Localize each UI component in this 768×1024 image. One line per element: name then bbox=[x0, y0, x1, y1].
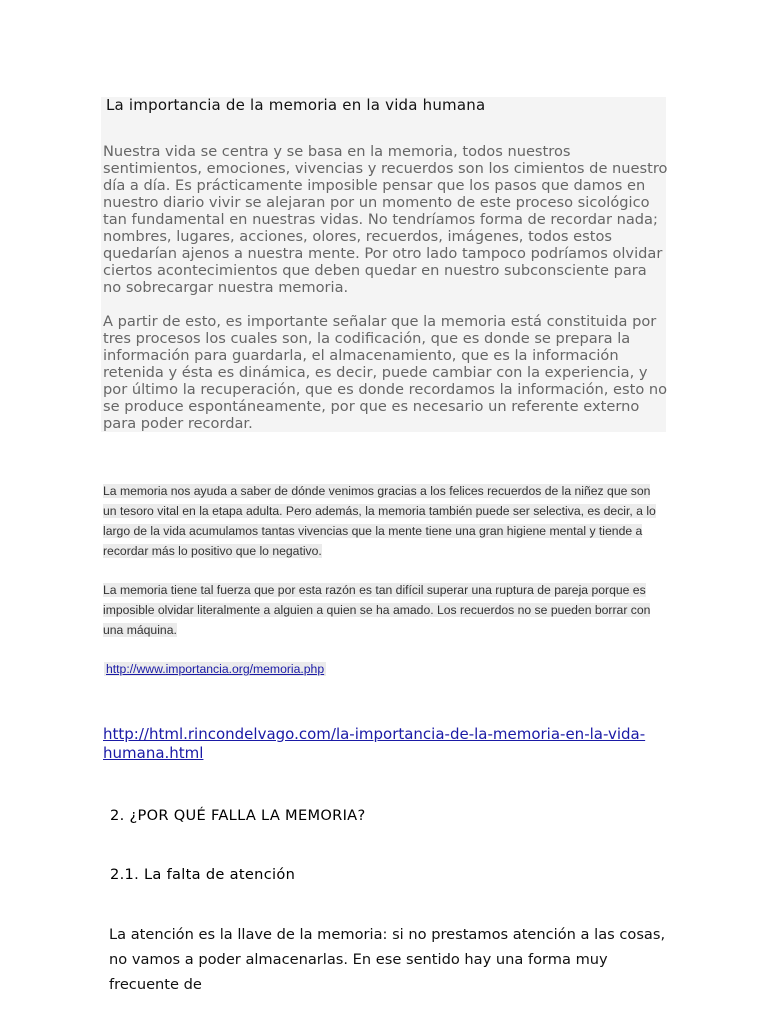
highlighted-paragraph-1 bbox=[103, 481, 663, 561]
section-paragraph-1: Nuestra vida se centra y se basa en la memoria, todos nuestros sentimientos, emociones, vivencias y recuerdos son los cimientos de nuestro día a día. Es prácticamente imposible pensar que los pasos que damos en nuestro diario vivir se alejaran por un momento de este proceso sicológico tan fundamental en nuestras vidas. No tendríamos forma de recordar nada; nombres, lugares, acciones, olores, recuerdos, imágenes, todos estos quedarían ajenos a nuestra mente. Por otro lado tampoco podríamos olvidar ciertos acontecimientos que deben quedar en nuestro subconsciente para no sobrecargar nuestra memoria. bbox=[103, 143, 668, 296]
source-link[interactable]: http://html.rincondelvago.com/la-importancia-de-la-memoria-en-la-vida-humana.html bbox=[103, 725, 646, 762]
section-title: La importancia de la memoria en la vida humana bbox=[106, 96, 486, 114]
heading-lack-of-attention: 2.1. La falta de atención bbox=[110, 866, 296, 883]
highlighted-text: La memoria nos ayuda a saber de dónde venimos gracias a los felices recuerdos de la niñez que son un tesoro vital en la etapa adulta. Pero además, la memoria también puede ser selectiva, es decir, a lo largo de la vida acumulamos tantas vivencias que la mente tiene una gran higiene mental y tiende a recordar más lo positivo que lo negativo. bbox=[103, 484, 656, 558]
highlighted-text: La memoria tiene tal fuerza que por esta razón es tan difícil superar una ruptura de pareja porque es imposible olvidar literalmente a alguien a quien se ha amado. Los recuerdos no se pueden borrar con una máquina. bbox=[103, 583, 651, 637]
heading-why-memory-fails: 2. ¿POR QUÉ FALLA LA MEMORIA? bbox=[110, 807, 366, 824]
body-paragraph: La atención es la llave de la memoria: si no prestamos atención a las cosas, no vamos a poder almacenarlas. En ese sentido hay una forma muy frecuente de bbox=[109, 926, 666, 993]
importancia-link[interactable]: http://www.importancia.org/memoria.php bbox=[106, 662, 325, 676]
highlighted-paragraph-2 bbox=[103, 580, 663, 640]
section-paragraph-2: A partir de esto, es importante señalar que la memoria está constituida por tres procesos los cuales son, la codificación, que es donde se prepara la información para guardarla, el almacenamiento, que es la información retenida y ésta es dinámica, es decir, puede cambiar con la experiencia, y por último la recuperación, que es donde recordamos la información, esto no se produce espontáneamente, por que es necesario un referente externo para poder recordar. bbox=[103, 313, 668, 432]
